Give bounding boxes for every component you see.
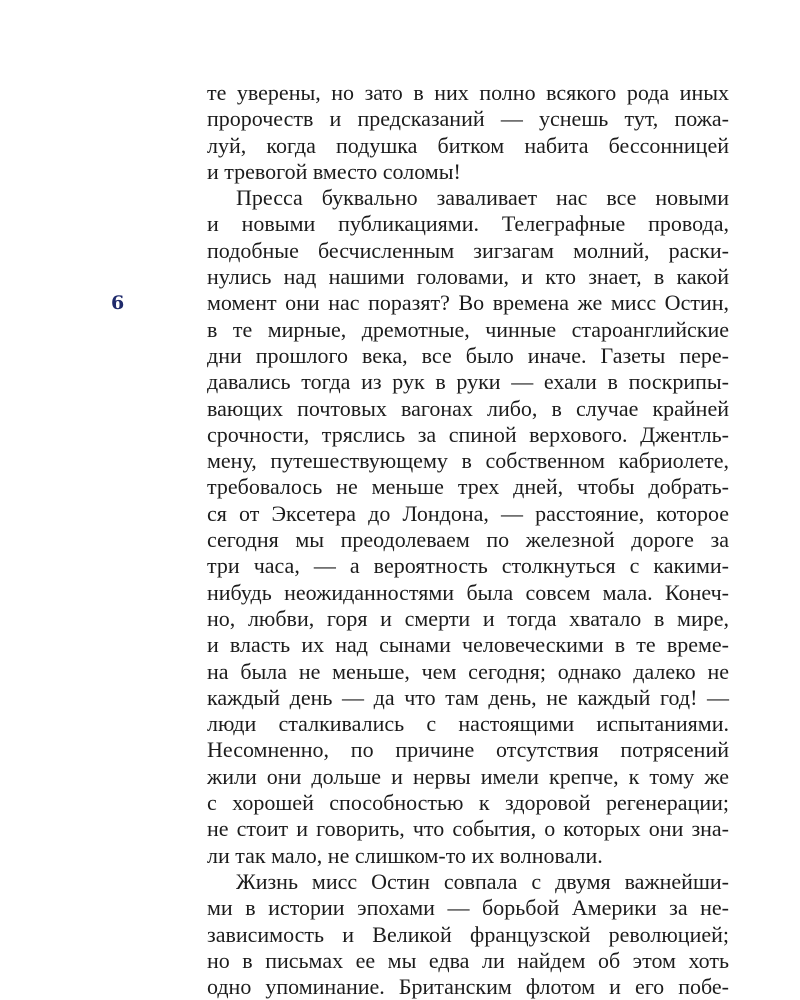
text-line: люди сталкивались с настоящими испытаниями. bbox=[207, 711, 729, 737]
text-line: Несомненно, по причине отсутствия потрясений bbox=[207, 737, 729, 763]
text-line: срочности, тряслись за спиной верхового. Джентль- bbox=[207, 421, 729, 447]
text-line: но, любви, горя и смерти и тогда хватало в мире, bbox=[207, 605, 729, 631]
text-line: в те мирные, дремотные, чинные староанглийские bbox=[207, 316, 729, 342]
text-line: дни прошлого века, все было иначе. Газеты пере- bbox=[207, 342, 729, 368]
text-line: с хорошей способностью к здоровой регенерации; bbox=[207, 790, 729, 816]
text-line: луй, когда подушка битком набита бессонницей bbox=[207, 132, 729, 158]
text-line: жили они дольше и нервы имели крепче, к тому же bbox=[207, 763, 729, 789]
text-line: каждый день — да что там день, не каждый год! — bbox=[207, 684, 729, 710]
text-line: вающих почтовых вагонах либо, в случае крайней bbox=[207, 395, 729, 421]
text-line: момент они нас поразят? Во времена же мисс Остин, bbox=[207, 290, 729, 316]
text-line: подобные бесчисленным зигзагам молний, раски- bbox=[207, 237, 729, 263]
text-line: те уверены, но зато в них полно всякого рода иных bbox=[207, 80, 729, 105]
text-line: но в письмах ее мы едва ли найдем об этом хоть bbox=[207, 947, 729, 973]
text-line: требовалось не меньше трех дней, чтобы добрать- bbox=[207, 474, 729, 500]
text-line: нулись над нашими головами, и кто знает, в какой bbox=[207, 264, 729, 290]
page-number: 6 bbox=[111, 292, 125, 314]
text-line: ли так мало, не слишком-то их волновали. bbox=[207, 842, 603, 868]
text-line: ся от Эксетера до Лондона, — расстояние, которое bbox=[207, 500, 729, 526]
text-line: одно упоминание. Британским флотом и его побе- bbox=[207, 974, 729, 1000]
text-line: ми в истории эпохами — борьбой Америки за не- bbox=[207, 895, 729, 921]
text-line: не стоит и говорить, что события, о которых они зна- bbox=[207, 816, 729, 842]
text-line: пророчеств и предсказаний — уснешь тут, пожа- bbox=[207, 106, 729, 132]
text-line: нибудь неожиданностями была совсем мала. Конеч- bbox=[207, 579, 729, 605]
text-line: три часа, — а вероятность столкнуться с какими- bbox=[207, 553, 729, 579]
text-line: и новыми публикациями. Телеграфные провода, bbox=[207, 211, 729, 237]
text-line: Пресса буквально заваливает нас все новыми bbox=[236, 185, 729, 211]
text-line: мену, путешествующему в собственном кабриолете, bbox=[207, 448, 729, 474]
text-line: давались тогда из рук в руки — ехали в поскрипы- bbox=[207, 369, 729, 395]
text-line: сегодня мы преодолеваем по железной дороге за bbox=[207, 527, 729, 553]
body-text bbox=[207, 80, 729, 1000]
text-line: и власть их над сынами человеческими в те време- bbox=[207, 632, 729, 658]
text-line: на была не меньше, чем сегодня; однако далеко не bbox=[207, 658, 729, 684]
text-line: и тревогой вместо соломы! bbox=[207, 158, 461, 184]
text-line: Жизнь мисс Остин совпала с двумя важнейши- bbox=[236, 868, 729, 894]
text-line: зависимость и Великой французской революцией; bbox=[207, 921, 729, 947]
